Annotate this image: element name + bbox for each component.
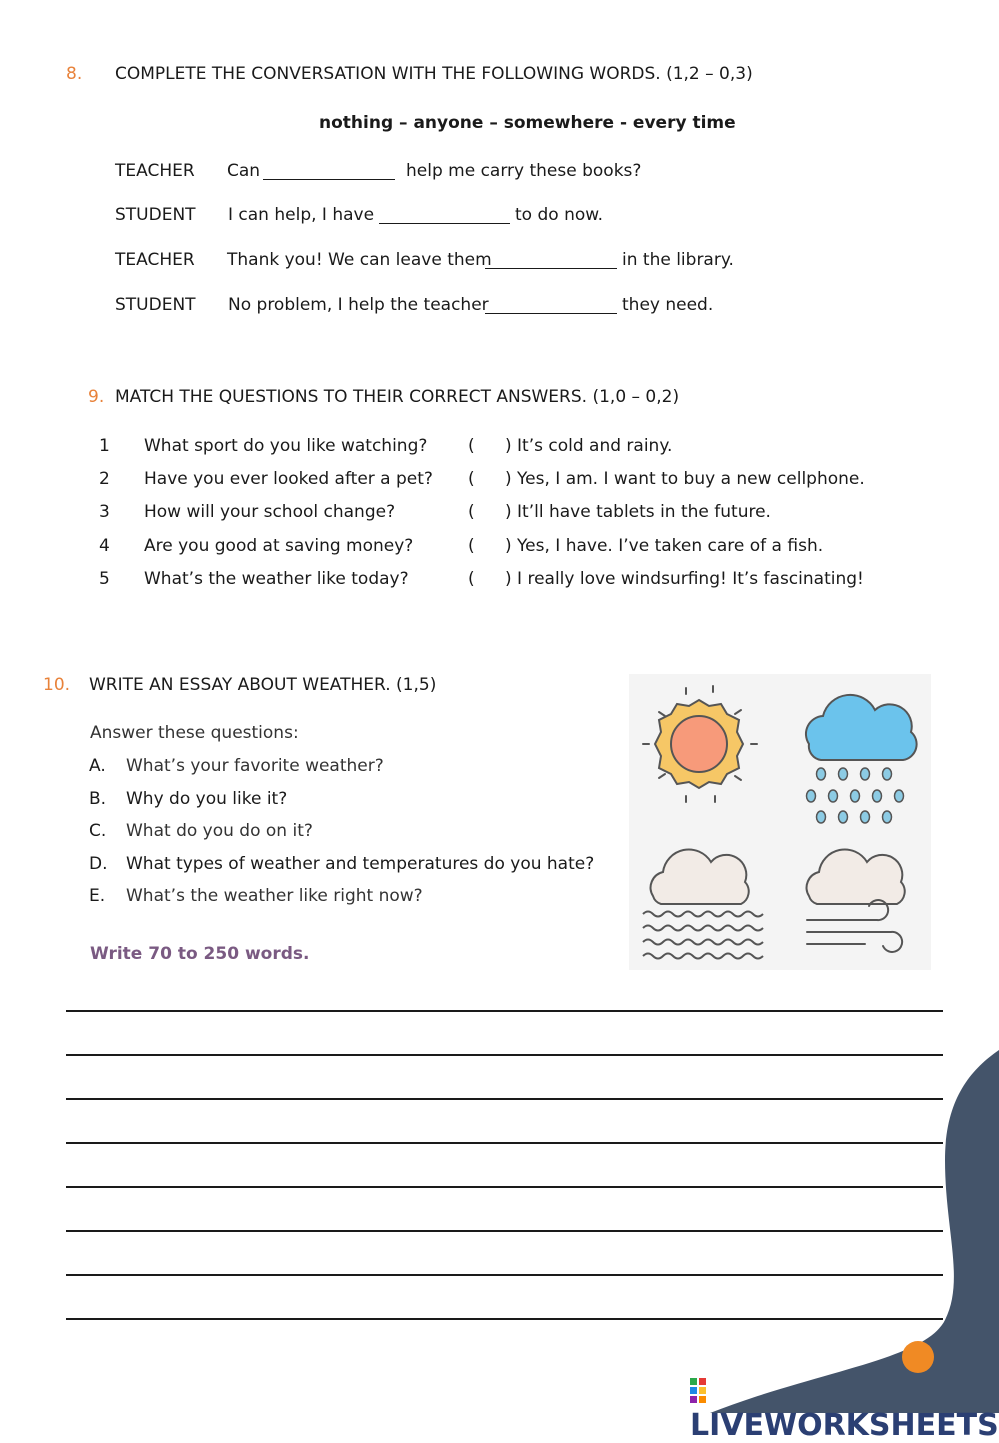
dialogue-speaker: STUDENT bbox=[115, 205, 196, 225]
q10-title: WRITE AN ESSAY ABOUT WEATHER. (1,5) bbox=[89, 675, 437, 695]
match-open-paren: ( bbox=[468, 436, 475, 456]
q10-number: 10. bbox=[43, 675, 71, 695]
fog-cloud-icon bbox=[643, 849, 763, 958]
logo-blocks-icon bbox=[690, 1378, 716, 1404]
wind-cloud-icon bbox=[807, 849, 905, 951]
q8-title: COMPLETE THE CONVERSATION WITH THE FOLLOWING WORDS. (1,2 – 0,3) bbox=[115, 64, 753, 84]
dialogue-text-before: No problem, I help the teacher bbox=[228, 295, 489, 315]
match-row-number: 1 bbox=[99, 436, 110, 456]
essay-question: What types of weather and temperatures do you hate? bbox=[126, 854, 595, 874]
dialogue-text-after: to do now. bbox=[515, 205, 603, 225]
essay-question-letter: D. bbox=[89, 854, 108, 874]
q8-word-bank: nothing – anyone – somewhere - every time bbox=[319, 113, 736, 133]
match-open-paren: ( bbox=[468, 569, 475, 589]
match-answer: ) I really love windsurfing! It’s fascinating! bbox=[505, 569, 864, 589]
match-answer: ) Yes, I have. I’ve taken care of a fish. bbox=[505, 536, 824, 556]
dialogue-speaker: TEACHER bbox=[115, 161, 195, 181]
essay-question-letter: C. bbox=[89, 821, 107, 841]
dialogue-speaker: STUDENT bbox=[115, 295, 196, 315]
match-open-paren: ( bbox=[468, 536, 475, 556]
match-question: How will your school change? bbox=[144, 502, 396, 522]
q9-title: MATCH THE QUESTIONS TO THEIR CORRECT ANSWERS. (1,0 – 0,2) bbox=[115, 387, 680, 407]
sun-icon bbox=[643, 686, 757, 802]
word-count-note: Write 70 to 250 words. bbox=[90, 944, 310, 964]
weather-illustration bbox=[629, 674, 931, 970]
match-answer-input-3[interactable] bbox=[478, 501, 502, 523]
match-open-paren: ( bbox=[468, 502, 475, 522]
match-question: Have you ever looked after a pet? bbox=[144, 469, 433, 489]
q8-number: 8. bbox=[66, 64, 83, 84]
logo-text: LIVEWORKSHEETS bbox=[690, 1408, 999, 1443]
dialogue-text-after: they need. bbox=[622, 295, 714, 315]
dialogue-text-before: Can bbox=[227, 161, 261, 181]
dialogue-text-before: I can help, I have bbox=[228, 205, 375, 225]
match-answer: ) Yes, I am. I want to buy a new cellphone. bbox=[505, 469, 865, 489]
liveworksheets-logo bbox=[690, 1372, 999, 1443]
essay-question: What’s the weather like right now? bbox=[126, 886, 423, 906]
essay-question-letter: E. bbox=[89, 886, 106, 906]
match-open-paren: ( bbox=[468, 469, 475, 489]
dialogue-text-before: Thank you! We can leave them bbox=[227, 250, 492, 270]
match-row-number: 2 bbox=[99, 469, 110, 489]
match-row-number: 4 bbox=[99, 536, 110, 556]
dialogue-text-after: help me carry these books? bbox=[406, 161, 642, 181]
essay-question-letter: B. bbox=[89, 789, 107, 809]
match-question: What’s the weather like today? bbox=[144, 569, 409, 589]
blank-input-1[interactable] bbox=[263, 160, 395, 180]
match-question: What sport do you like watching? bbox=[144, 436, 428, 456]
match-answer: ) It’s cold and rainy. bbox=[505, 436, 673, 456]
q10-intro: Answer these questions: bbox=[90, 723, 299, 743]
blank-input-4[interactable] bbox=[485, 294, 617, 314]
dialogue-speaker: TEACHER bbox=[115, 250, 195, 270]
decorative-corner-shape bbox=[700, 1040, 999, 1413]
match-answer-input-2[interactable] bbox=[478, 468, 502, 490]
essay-writing-line[interactable] bbox=[66, 1010, 943, 1012]
match-answer-input-4[interactable] bbox=[478, 535, 502, 557]
dialogue-text-after: in the library. bbox=[622, 250, 734, 270]
match-question: Are you good at saving money? bbox=[144, 536, 414, 556]
match-row-number: 5 bbox=[99, 569, 110, 589]
match-answer-input-1[interactable] bbox=[478, 435, 502, 457]
blank-input-3[interactable] bbox=[485, 249, 617, 269]
match-answer: ) It’ll have tablets in the future. bbox=[505, 502, 771, 522]
essay-question: Why do you like it? bbox=[126, 789, 288, 809]
rain-cloud-icon bbox=[806, 695, 917, 823]
essay-question: What’s your favorite weather? bbox=[126, 756, 384, 776]
match-answer-input-5[interactable] bbox=[478, 568, 502, 590]
essay-question-letter: A. bbox=[89, 756, 106, 776]
blank-input-2[interactable] bbox=[379, 204, 510, 224]
q9-number: 9. bbox=[88, 387, 105, 407]
match-row-number: 3 bbox=[99, 502, 110, 522]
essay-question: What do you do on it? bbox=[126, 821, 313, 841]
